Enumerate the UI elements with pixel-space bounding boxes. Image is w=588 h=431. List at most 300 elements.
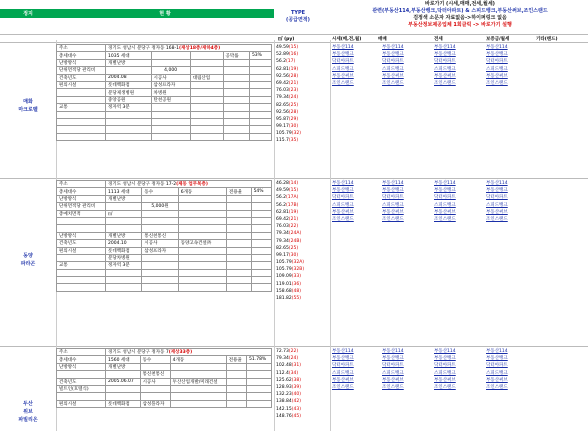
info-value [190, 96, 223, 103]
pyeong-value: (16) [288, 52, 299, 58]
pyeong-value: (32) [291, 131, 301, 137]
provider-link[interactable]: 닥터아파트 [486, 363, 508, 369]
provider-link[interactable]: 스피드뱅크 [434, 66, 456, 72]
info-value [251, 217, 271, 224]
area-list [276, 180, 304, 302]
info-value: 롯데백화점 [106, 247, 142, 254]
area-list [276, 348, 301, 420]
info-value: 2004.10 [106, 240, 142, 247]
info-key: 총예치면적 [57, 210, 106, 217]
provider-link[interactable]: 조인스랜드 [434, 80, 456, 86]
pyeong-value: (31) [291, 363, 301, 369]
info-value: 분당제생병원 [106, 89, 152, 96]
info-value [151, 118, 190, 125]
pyeong-value: (29) [288, 116, 299, 122]
table-row [57, 277, 272, 284]
pyeong-value: (30) [288, 124, 299, 130]
provider-link[interactable]: 스피드뱅크 [382, 370, 404, 376]
table-row [57, 356, 272, 363]
provider-link[interactable]: 부동산뱅크 [486, 356, 508, 362]
info-value: 공막률 [223, 52, 249, 59]
area-item: 138.84(42) [276, 399, 301, 405]
info-value: 정자역 3분 [106, 262, 142, 269]
info-value [226, 363, 246, 370]
info-value [106, 269, 142, 276]
link-column [486, 44, 508, 87]
info-value: 4,000 [151, 67, 190, 74]
pyeong-value: (43) [291, 406, 301, 412]
type-header-line1: TYPE [290, 10, 306, 16]
info-value: 동수 [140, 356, 170, 363]
info-key [57, 217, 106, 224]
provider-link[interactable]: 부동산뱅크 [486, 52, 508, 58]
complex-name: 매화 마크로벨 [18, 99, 38, 113]
info-key [57, 393, 106, 400]
provider-link[interactable]: 닥터아파트 [382, 59, 404, 65]
table-row [57, 89, 272, 96]
info-value: 시공사 [140, 378, 170, 385]
table-row [57, 225, 272, 232]
info-value [226, 393, 246, 400]
table-row [57, 254, 272, 261]
provider-link[interactable]: 부동산114 [486, 349, 508, 354]
info-value [227, 284, 252, 291]
info-value: 중앙공원 [106, 96, 152, 103]
provider-link[interactable]: 부동산뱅크 [434, 356, 456, 362]
provider-link[interactable]: 부동산뱅크 [382, 356, 404, 362]
provider-link[interactable]: 스피드뱅크 [332, 66, 354, 72]
link-column [486, 348, 508, 391]
info-value [151, 133, 190, 140]
info-key [57, 96, 106, 103]
provider-link[interactable]: 부동산114 [486, 45, 508, 50]
complex-info-table [56, 180, 272, 292]
divider [0, 178, 588, 179]
provider-link[interactable]: 조인스랜드 [486, 384, 508, 390]
info-value [223, 111, 249, 118]
complex-name: 동양 파라곤 [20, 253, 36, 267]
info-value [170, 385, 226, 392]
provider-link[interactable]: 닥터아파트 [434, 363, 456, 369]
info-key [57, 225, 106, 232]
info-value [106, 225, 142, 232]
provider-link[interactable]: 부동산써브 [486, 73, 508, 79]
info-key: 빌트인(호텔식) [57, 385, 106, 392]
info-value [178, 210, 226, 217]
info-value [178, 232, 226, 239]
info-value [140, 385, 170, 392]
info-value [247, 385, 272, 392]
pyeong-value: (30) [288, 252, 299, 258]
info-value [249, 133, 271, 140]
table-row [57, 74, 272, 81]
info-key: 편의시설 [57, 81, 106, 88]
provider-link[interactable]: 조인스랜드 [434, 384, 456, 390]
info-key: 주소 [57, 349, 106, 356]
provider-link[interactable]: 부동산114 [434, 45, 456, 50]
link-column [434, 348, 456, 391]
info-value [178, 225, 226, 232]
floor-info: (제동 업무복층) [176, 182, 208, 188]
info-value [142, 195, 178, 202]
info-value [227, 269, 252, 276]
area-item: 56.2(17B) [276, 202, 299, 208]
info-value [151, 59, 190, 66]
provider-link[interactable]: 부동산써브 [382, 209, 404, 215]
info-key: 총세대수 [57, 52, 106, 59]
pyeong-value: (28) [288, 109, 299, 115]
info-value [251, 254, 271, 261]
area-item: 56.2(17A) [276, 195, 299, 201]
info-value [223, 67, 249, 74]
info-key [57, 111, 106, 118]
info-key: 단위면적당 관리비 [57, 203, 106, 210]
column-header: 전세 [434, 37, 443, 42]
info-value [251, 269, 271, 276]
area-item: 99.17(30) [276, 124, 299, 130]
area-item: 79.34(24) [276, 95, 299, 101]
info-value [249, 111, 271, 118]
info-value [227, 277, 252, 284]
info-value [247, 378, 272, 385]
info-value: 2005.06.07 [106, 378, 141, 385]
info-key: 총세대수 [57, 356, 106, 363]
area-item: 105.79(32A) [276, 260, 305, 266]
info-key: 주소 [57, 181, 106, 188]
divider [330, 40, 331, 431]
provider-link[interactable]: 부동산써브 [486, 209, 508, 215]
provider-link[interactable]: 닥터아파트 [332, 59, 354, 65]
pyeong-value: (22) [288, 349, 299, 354]
area-item: 92.56(28) [276, 109, 299, 115]
info-value [106, 111, 152, 118]
info-value: 1035 세대 [106, 52, 152, 59]
pyeong-value: (21) [288, 216, 299, 222]
provider-link[interactable]: 조인스랜드 [332, 216, 354, 222]
provider-link[interactable]: 조인스랜드 [434, 216, 456, 222]
info-key [57, 89, 106, 96]
provider-link[interactable]: 부동산써브 [434, 209, 456, 215]
table-row [57, 363, 272, 370]
provider-link[interactable]: 부동산뱅크 [332, 52, 354, 58]
provider-link[interactable]: 부동산써브 [382, 73, 404, 79]
header-location-cell [0, 9, 56, 18]
provider-link[interactable]: 조인스랜드 [486, 216, 508, 222]
info-value [227, 240, 252, 247]
table-row [57, 195, 272, 202]
provider-link[interactable]: 닥터아파트 [434, 195, 456, 201]
pyeong-value: (19) [288, 66, 299, 72]
info-value: 2004.08 [106, 74, 152, 81]
provider-link[interactable]: 스피드뱅크 [332, 370, 354, 376]
provider-link[interactable]: 부동산써브 [434, 377, 456, 383]
info-value [226, 378, 246, 385]
pyeong-value: (33) [291, 274, 301, 280]
link-column [332, 348, 354, 391]
provider-link[interactable]: 부동산114 [332, 45, 354, 50]
pyeong-value: (42) [291, 399, 301, 405]
provider-link[interactable]: 부동산뱅크 [382, 52, 404, 58]
provider-link[interactable]: 부동산114 [434, 349, 456, 354]
provider-link[interactable]: 부동산뱅크 [434, 52, 456, 58]
info-value [190, 81, 223, 88]
provider-link[interactable]: 부동산114 [434, 181, 456, 186]
provider-link[interactable]: 닥터아파트 [332, 195, 354, 201]
table-row [57, 262, 272, 269]
info-value [151, 52, 190, 59]
provider-link[interactable]: 부동산뱅크 [486, 188, 508, 194]
column-header: 매매 [378, 37, 387, 42]
provider-link[interactable]: 부동산114 [382, 181, 404, 186]
info-key: 건축년도 [57, 240, 106, 247]
provider-link[interactable]: 부동산114 [382, 45, 404, 50]
shortcut-notes [332, 1, 588, 29]
provider-link[interactable]: 부동산뱅크 [382, 188, 404, 194]
table-row [57, 247, 272, 254]
provider-link[interactable]: 닥터아파트 [486, 195, 508, 201]
info-value [190, 52, 223, 59]
info-value [249, 67, 271, 74]
complex-info-table [56, 348, 272, 408]
area-item: 82.65(25) [276, 245, 299, 251]
pyeong-value: (24) [288, 356, 299, 362]
area-item: 109.09(33) [276, 274, 301, 280]
pyeong-value: (28) [288, 73, 299, 79]
info-value [106, 118, 152, 125]
provider-link[interactable]: 스피드뱅크 [434, 202, 456, 208]
provider-link[interactable]: 닥터아파트 [434, 59, 456, 65]
area-item: 142.15(43) [276, 406, 301, 412]
info-value [106, 385, 141, 392]
info-key: 단위면적당 관리비 [57, 67, 106, 74]
pyeong-value: (15) [288, 188, 299, 194]
info-value [142, 284, 178, 291]
link-column [434, 180, 456, 223]
pyeong-value: (40) [291, 392, 301, 398]
provider-link[interactable]: 닥터아파트 [382, 363, 404, 369]
info-value [151, 126, 190, 133]
info-key: 교통 [57, 262, 106, 269]
provider-link[interactable]: 스피드뱅크 [486, 202, 508, 208]
info-value: 통신천통신 [142, 232, 178, 239]
info-value [247, 371, 272, 378]
info-value: 롯데백화점 [106, 81, 152, 88]
info-value [249, 74, 271, 81]
provider-link[interactable]: 닥터아파트 [332, 363, 354, 369]
link-column [486, 180, 508, 223]
info-value [249, 118, 271, 125]
info-value [190, 59, 223, 66]
provider-link[interactable]: 스피드뱅크 [486, 66, 508, 72]
info-value [251, 203, 271, 210]
info-key: 난방방식 [57, 195, 106, 202]
info-value [170, 400, 226, 407]
table-row [57, 210, 272, 217]
info-address: 경기도 성남시 분당구 정자동 7(재상33층) [106, 349, 272, 356]
table-row [57, 188, 272, 195]
info-value [223, 104, 249, 111]
info-value: 탄천공원 [151, 96, 190, 103]
area-item: 99.17(30) [276, 252, 299, 258]
info-value [142, 269, 178, 276]
provider-link[interactable]: 부동산뱅크 [332, 356, 354, 362]
info-value: 4개동 [170, 356, 226, 363]
provider-link[interactable]: 스피드뱅크 [382, 202, 404, 208]
provider-link[interactable]: 부동산114 [332, 181, 354, 186]
provider-link[interactable]: 스피드뱅크 [434, 370, 456, 376]
pyeong-value: (17) [286, 59, 296, 65]
provider-link[interactable]: 스피드뱅크 [332, 202, 354, 208]
complex-name: 두산 위브 파빌리온 [18, 401, 38, 423]
info-value [106, 277, 142, 284]
info-key [57, 277, 106, 284]
info-value: 시공사 [151, 74, 190, 81]
pyeong-value: (34) [288, 370, 299, 376]
info-value [178, 254, 226, 261]
info-key: 난방방식 [57, 232, 106, 239]
provider-link[interactable]: 부동산뱅크 [332, 188, 354, 194]
provider-link[interactable]: 조인스랜드 [332, 80, 354, 86]
provider-link[interactable]: 조인스랜드 [382, 216, 404, 222]
info-value: 전용율 [227, 188, 252, 195]
info-value [251, 284, 271, 291]
info-value [226, 371, 246, 378]
provider-link[interactable]: 부동산써브 [434, 73, 456, 79]
type-header-line2: (공급면적) [286, 17, 310, 23]
info-key [57, 118, 106, 125]
pyeong-value: (45) [291, 413, 301, 419]
info-key: 난방방식 [57, 59, 106, 66]
area-item: 79.34(24A) [276, 231, 302, 237]
info-value [151, 104, 190, 111]
info-value: 롯데백화점 [106, 400, 141, 407]
provider-link[interactable]: 부동산써브 [382, 377, 404, 383]
provider-link[interactable]: 조인스랜드 [486, 80, 508, 86]
info-value: 51.78% [247, 356, 272, 363]
provider-link[interactable]: 부동산114 [382, 349, 404, 354]
provider-link[interactable]: 부동산뱅크 [434, 188, 456, 194]
info-value [106, 203, 142, 210]
area-item: 49.59(15) [276, 188, 299, 194]
info-value [190, 133, 223, 140]
info-value [178, 269, 226, 276]
provider-link[interactable]: 부동산114 [486, 181, 508, 186]
area-item: 92.56(28) [276, 73, 299, 79]
shortcut-note-click: 부동산정보제공업체 1회클릭 -> 바로가기 설행 [408, 22, 512, 28]
table-row [57, 400, 272, 407]
area-item: 79.34(24) [276, 356, 299, 362]
area-item: 76.03(23) [276, 88, 299, 94]
area-item: 46.28(14) [276, 181, 299, 186]
provider-link[interactable]: 조인스랜드 [382, 80, 404, 86]
area-item: 148.76(45) [276, 413, 301, 419]
info-value [227, 247, 252, 254]
info-value: 6개동 [178, 188, 226, 195]
link-column [332, 44, 354, 87]
table-row [57, 133, 272, 140]
table-row [57, 284, 272, 291]
table-row [57, 349, 272, 356]
info-value [223, 81, 249, 88]
info-value [223, 126, 249, 133]
provider-link[interactable]: 부동산114 [332, 349, 354, 354]
info-value: 54% [251, 188, 271, 195]
info-value: 정자역 3분 [106, 104, 152, 111]
info-value: 개별난방 [106, 195, 142, 202]
info-value [249, 96, 271, 103]
divider [0, 34, 588, 35]
info-value [223, 96, 249, 103]
provider-link[interactable]: 닥터아파트 [486, 59, 508, 65]
provider-link[interactable]: 부동산써브 [332, 209, 354, 215]
pyeong-value: (39) [291, 384, 301, 390]
info-value: 개별난방 [106, 59, 152, 66]
info-value [223, 133, 249, 140]
provider-link[interactable]: 부동산써브 [332, 73, 354, 79]
info-value [247, 393, 272, 400]
info-key: 주소 [57, 45, 106, 52]
info-value [178, 195, 226, 202]
pyeong-value: (32A) [291, 260, 305, 266]
info-value [170, 371, 226, 378]
link-column [434, 44, 456, 87]
shortcut-providers: 관련(부동산114,부동산뱅크,닥터아파트) & 스피드뱅크,부동산써브,조인스랜드 [372, 8, 548, 14]
provider-link[interactable]: 닥터아파트 [382, 195, 404, 201]
info-value [178, 247, 226, 254]
table-row [57, 126, 272, 133]
info-value: 5,000원 [142, 203, 178, 210]
table-row [57, 371, 272, 378]
info-value [178, 284, 226, 291]
info-value: 분당차병원 [106, 254, 142, 261]
info-value [227, 210, 252, 217]
table-row [57, 81, 272, 88]
info-value [251, 232, 271, 239]
provider-link[interactable]: 부동산써브 [486, 377, 508, 383]
info-value: 삼성플라자 [140, 400, 170, 407]
info-value [190, 118, 223, 125]
header-status-label: 현 황 [159, 11, 171, 17]
info-value [227, 225, 252, 232]
provider-link[interactable]: 부동산써브 [332, 377, 354, 383]
info-value [106, 217, 142, 224]
info-value [227, 262, 252, 269]
info-key [57, 371, 106, 378]
provider-link[interactable]: 조인스랜드 [332, 384, 354, 390]
info-value [190, 89, 223, 96]
pyeong-value: (14) [288, 181, 299, 186]
info-key [57, 254, 106, 261]
info-value: 통신천통신 [140, 371, 170, 378]
link-column [332, 180, 354, 223]
area-item: 105.79(32) [276, 131, 301, 137]
info-value [249, 126, 271, 133]
column-header: 기타(랜드) [536, 37, 558, 42]
area-item: 132.23(40) [276, 392, 301, 398]
info-value [178, 217, 226, 224]
table-row [57, 269, 272, 276]
info-value [251, 240, 271, 247]
provider-link[interactable]: 스피드뱅크 [486, 370, 508, 376]
provider-link[interactable]: 스피드뱅크 [382, 66, 404, 72]
table-row [57, 378, 272, 385]
info-value [223, 118, 249, 125]
area-item: 52.89(16) [276, 52, 299, 58]
info-value [190, 126, 223, 133]
info-value [226, 385, 246, 392]
provider-link[interactable]: 조인스랜드 [382, 384, 404, 390]
pyeong-value: (36) [291, 281, 301, 287]
